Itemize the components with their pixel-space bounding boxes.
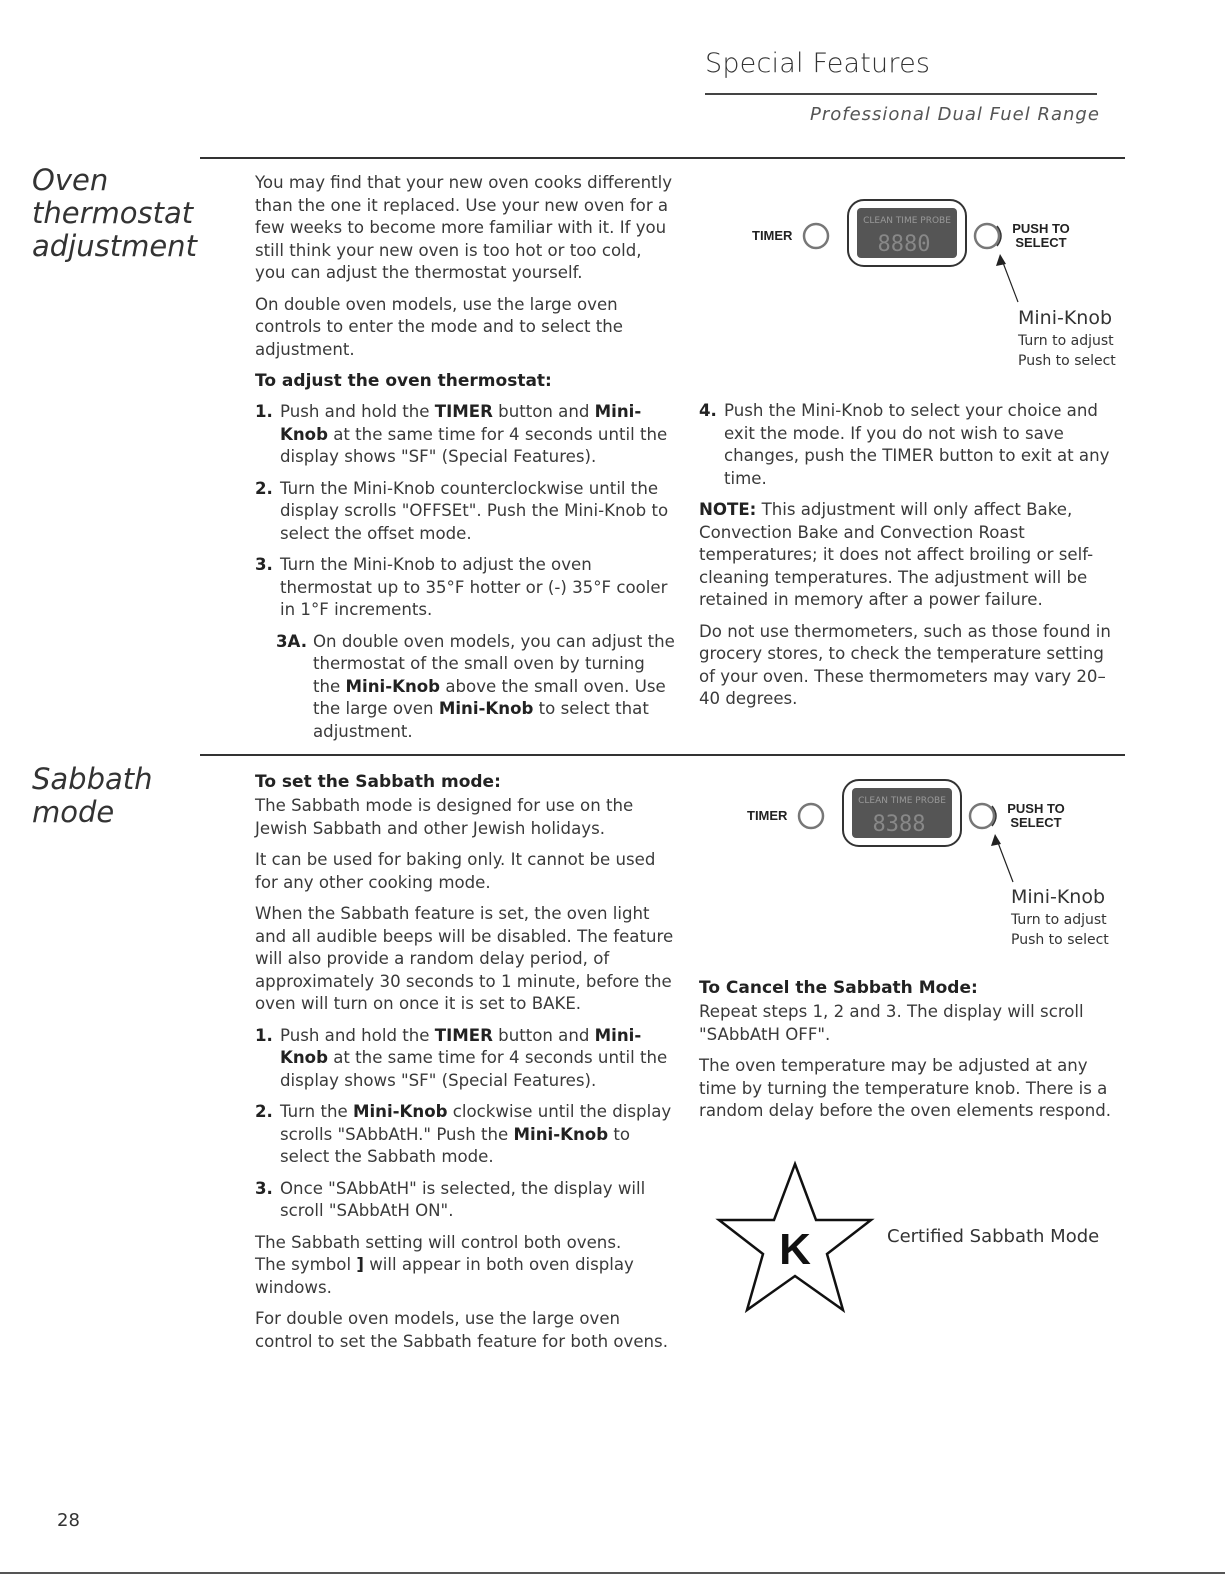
sabbath-p2: It can be used for baking only. It cannot be used for any other cooking mode. <box>255 850 656 892</box>
mini-knob-icon <box>975 224 999 248</box>
mini-knob-label: Mini-Knob <box>1018 307 1113 329</box>
thermostat-step-2 <box>255 478 675 546</box>
thermostat-right-column <box>699 400 1119 720</box>
step-number: 4. <box>699 401 717 420</box>
cancel-sabbath-text: Repeat steps 1, 2 and 3. The display will scroll "SAbbAtH OFF". <box>699 1002 1084 1044</box>
step-number: 3. <box>255 555 273 574</box>
thermostat-subheading: To adjust the oven thermostat: <box>255 371 552 391</box>
thermostat-intro: You may find that your new oven cooks differently than the one it replaced. Use your new oven for a few weeks to become more familiar with it. If you still think your new oven is too hot or too cold, you can adjust the thermostat yourself. <box>255 173 673 282</box>
step-text: Turn the Mini-Knob counterclockwise until the display scrolls "OFFSEt". Push the Mini-Knob to select the offset mode. <box>280 478 669 543</box>
step-number: 2. <box>255 1102 273 1121</box>
sabbath-symbol-note <box>255 1232 675 1300</box>
sabbath-p3: When the Sabbath feature is set, the oven light and all audible beeps will be disabled. The feature will also provide a random delay period, of approximately 30 seconds to 1 minute, before the oven will turn on once it is set to BAKE. <box>255 904 674 1013</box>
timer-button-icon <box>799 804 823 828</box>
cancel-sabbath-heading: To Cancel the Sabbath Mode: <box>699 978 978 998</box>
step-text: to select the Sabbath mode. <box>280 1124 631 1166</box>
step-text: above the small oven. Use the large oven <box>313 676 666 718</box>
section-divider <box>200 157 1125 159</box>
select-label: SELECT <box>1010 815 1062 830</box>
thermostat-step-3a <box>276 631 675 744</box>
step-text: Once "SAbbAtH" is selected, the display will scroll "SAbbAtH ON". <box>280 1178 646 1220</box>
step-bold: Mini-Knob <box>438 699 534 718</box>
sabbath-p1: The Sabbath mode is designed for use on the Jewish Sabbath and other Jewish holidays. <box>255 796 634 838</box>
thermostat-step-4 <box>699 400 1119 490</box>
thermostat-note <box>699 499 1119 612</box>
step-text: On double oven models, you can adjust the thermostat of the small oven by turning the <box>313 631 675 696</box>
step-text: Turn the Mini-Knob to adjust the oven thermostat up to 35°F hotter or (-) 35°F cooler in 1°F increments. <box>280 555 668 619</box>
star-k-icon <box>715 1160 875 1320</box>
step-text: at the same time for 4 seconds until the display shows "SF" (Special Features). <box>280 1048 668 1090</box>
title-rule <box>705 93 1097 95</box>
sabbath-subheading: To set the Sabbath mode: <box>255 772 501 792</box>
step-text: clockwise until the display scrolls "SAbbAtH." Push the <box>280 1102 672 1144</box>
page-subtitle: Professional Dual Fuel Range <box>810 104 1100 125</box>
page-title: Special Features <box>705 48 931 79</box>
step-bold: TIMER <box>434 1025 493 1045</box>
push-to-select: Push to select <box>1011 932 1109 948</box>
thermometer-warning: Do not use thermometers, such as those found in grocery stores, to check the temperature setting of your oven. These thermometers may vary 20–40 degrees. <box>699 621 1111 708</box>
both-ovens-text: The Sabbath setting will control both ovens. <box>255 1232 622 1252</box>
page-number: 28 <box>57 1510 80 1531</box>
step-bold: Mini-Knob <box>513 1124 609 1144</box>
step-number: 3A. <box>276 631 307 651</box>
display-header: CLEAN TIME PROBE <box>863 216 951 226</box>
display-digits: 8388 <box>872 812 926 837</box>
select-label: SELECT <box>1015 235 1067 250</box>
symbol-pre: The symbol <box>255 1255 357 1274</box>
step-text: Push and hold the <box>280 402 435 421</box>
step-number: 3. <box>255 1178 273 1198</box>
bottom-rule <box>0 1572 1225 1574</box>
pointer-line <box>997 840 1013 882</box>
sabbath-step-2 <box>255 1101 675 1169</box>
pointer-line <box>1002 260 1018 302</box>
sabbath-step-1 <box>255 1025 675 1093</box>
step-text: Push the Mini-Knob to select your choice and exit the mode. If you do not wish to save changes, push the TIMER button to exit at any time. <box>724 401 1110 488</box>
step-number: 1. <box>255 1025 273 1045</box>
turn-to-adjust: Turn to adjust <box>1018 333 1114 349</box>
mini-knob-icon <box>970 804 994 828</box>
thermostat-double-note: On double oven models, use the large oven controls to enter the mode and to select the adjustment. <box>255 294 623 359</box>
step-text: at the same time for 4 seconds until the display shows "SF" (Special Features). <box>280 424 668 466</box>
certified-sabbath-label: Certified Sabbath Mode <box>887 1226 1100 1247</box>
timer-button-icon <box>804 224 828 248</box>
step-text: button and <box>492 1025 595 1045</box>
note-text: This adjustment will only affect Bake, Convection Bake and Convection Roast temperatures; it does not affect broiling or self-cleaning temperatures. The adjustment will be retained in memory after a power failure. <box>699 500 1094 609</box>
section-heading-sabbath: Sabbath mode <box>32 762 153 830</box>
sabbath-step-3 <box>255 1178 675 1223</box>
step-text: Push and hold the <box>280 1025 435 1045</box>
push-to-select: Push to select <box>1018 353 1116 369</box>
step-text: to select that adjustment. <box>313 699 649 741</box>
display-header: CLEAN TIME PROBE <box>858 796 946 806</box>
thermostat-step-3 <box>255 554 675 622</box>
turn-to-adjust: Turn to adjust <box>1011 912 1107 928</box>
section-divider <box>200 754 1125 756</box>
step-bold: TIMER <box>434 402 493 421</box>
step-text: button and <box>492 402 595 421</box>
thermostat-step-1 <box>255 401 675 469</box>
star-k-logo <box>715 1160 875 1320</box>
note-label: NOTE: <box>699 500 757 519</box>
step-bold: Mini-Knob <box>352 1102 448 1121</box>
display-digits: 8880 <box>877 232 931 257</box>
temperature-adjust-text: The oven temperature may be adjusted at any time by turning the temperature knob. There is a random delay before the oven elements respond. <box>699 1056 1112 1120</box>
step-number: 2. <box>255 478 273 498</box>
pointer-arrow-icon <box>991 834 1001 846</box>
symbol-post: will appear in both oven display windows. <box>255 1255 634 1297</box>
step-bold: Mini-Knob <box>280 1025 642 1067</box>
sabbath-right-column <box>699 977 1119 1132</box>
step-number: 1. <box>255 402 273 421</box>
mini-knob-label: Mini-Knob <box>1011 886 1106 908</box>
step-bold: Mini-Knob <box>280 402 642 444</box>
thermostat-left-column <box>255 172 675 752</box>
sabbath-left-column <box>255 771 675 1362</box>
section-heading-thermostat: Oven thermostat adjustment <box>32 163 197 264</box>
push-to-label: PUSH TO <box>1007 801 1065 816</box>
timer-label: TIMER <box>747 808 788 823</box>
step-text: Turn the <box>280 1102 353 1121</box>
star-k-letter: K <box>779 1225 811 1274</box>
sabbath-double-note: For double oven models, use the large oven control to set the Sabbath feature for both ovens. <box>255 1309 668 1351</box>
step-bold: Mini-Knob <box>345 676 441 696</box>
sabbath-symbol-icon: ] <box>356 1255 364 1274</box>
pointer-arrow-icon <box>996 254 1006 266</box>
timer-label: TIMER <box>752 228 793 243</box>
push-to-label: PUSH TO <box>1012 221 1070 236</box>
